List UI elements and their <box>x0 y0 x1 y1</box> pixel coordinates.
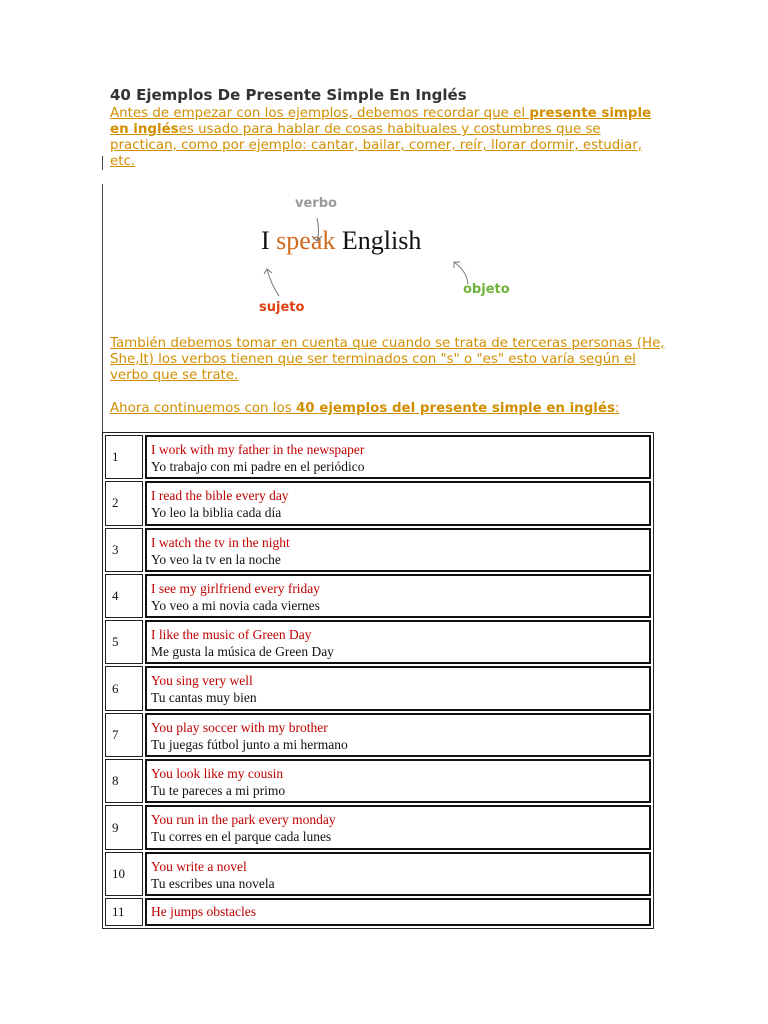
example-content <box>145 805 651 849</box>
table-row <box>105 435 651 479</box>
example-spanish: Me gusta la música de Green Day <box>151 644 334 660</box>
example-number: 1 <box>105 435 143 479</box>
example-english: I read the bible every day <box>151 488 289 504</box>
example-content <box>145 481 651 525</box>
intro-paragraph[interactable] <box>110 106 670 170</box>
diagram-word-i: I <box>261 226 270 255</box>
example-number: 4 <box>105 574 143 618</box>
example-english: I see my girlfriend every friday <box>151 580 321 596</box>
example-english: You sing very well <box>151 673 253 689</box>
example-number: 11 <box>105 898 143 926</box>
table-row <box>105 852 651 896</box>
example-content <box>145 435 651 479</box>
table-row <box>105 481 651 525</box>
diagram-sujeto-label: sujeto <box>259 300 305 315</box>
examples-table <box>102 432 654 929</box>
speak-english-diagram <box>255 192 525 327</box>
example-content <box>145 528 651 572</box>
example-number: 5 <box>105 620 143 664</box>
example-english: You play soccer with my brother <box>151 719 328 735</box>
table-row <box>105 805 651 849</box>
example-spanish: Tu corres en el parque cada lunes <box>151 829 332 845</box>
page-title: 40 Ejemplos De Presente Simple En Inglés <box>110 86 467 104</box>
example-content <box>145 713 651 757</box>
example-content <box>145 898 651 926</box>
example-english: I work with my father in the newspaper <box>151 442 365 457</box>
example-spanish: Yo trabajo con mi padre en el periódico <box>151 459 365 474</box>
intro-text-before: Antes de empezar con los ejemplos, debemos recordar que el <box>110 106 530 121</box>
diagram-arrows <box>255 192 525 327</box>
example-content <box>145 759 651 803</box>
example-content <box>145 574 651 618</box>
example-number: 2 <box>105 481 143 525</box>
example-english: You look like my cousin <box>151 766 284 782</box>
example-english: I watch the tv in the night <box>151 534 290 550</box>
example-content <box>145 620 651 664</box>
diagram-verbo-label: verbo <box>295 196 337 211</box>
example-english: You write a novel <box>151 858 247 874</box>
example-content <box>145 852 651 896</box>
table-row <box>105 713 651 757</box>
example-spanish: Yo veo la tv en la noche <box>151 551 281 567</box>
example-spanish: Tu juegas fútbol junto a mi hermano <box>151 736 348 752</box>
intro-link[interactable]: presente simple en inglés <box>110 106 652 137</box>
diagram-word-english: English <box>341 226 422 255</box>
table-row <box>105 666 651 710</box>
intro-text-after: es usado para hablar de cosas habituales y costumbres que se practican, como por ejemplo: cantar, bailar, comer, reír, llorar dormir, estudiar, etc. <box>110 122 642 169</box>
example-content <box>145 666 651 710</box>
continue-link[interactable]: 40 ejemplos del presente simple en inglés <box>295 401 615 416</box>
example-number: 9 <box>105 805 143 849</box>
continue-text-after: : <box>614 401 620 416</box>
table-row <box>105 574 651 618</box>
diagram-objeto-label: objeto <box>463 282 510 297</box>
table-row <box>105 759 651 803</box>
example-english: I like the music of Green Day <box>151 627 312 643</box>
left-border-line-top <box>102 156 103 170</box>
example-spanish: Tu escribes una novela <box>151 875 275 891</box>
example-spanish: Yo leo la biblia cada día <box>151 505 282 521</box>
example-spanish: Tu te pareces a mi primo <box>151 783 286 799</box>
diagram-word-speak: speak <box>276 226 336 255</box>
left-border-line <box>102 184 103 432</box>
example-english: He jumps obstacles <box>151 903 256 919</box>
example-spanish: Tu cantas muy bien <box>151 690 257 706</box>
continue-paragraph[interactable] <box>110 401 680 417</box>
example-spanish: Yo veo a mi novia cada viernes <box>151 597 320 613</box>
table-row <box>105 620 651 664</box>
example-english: You run in the park every monday <box>151 812 336 828</box>
table-row <box>105 528 651 572</box>
example-number: 8 <box>105 759 143 803</box>
table-row <box>105 898 651 926</box>
third-person-paragraph[interactable]: También debemos tomar en cuenta que cuando se trata de terceras personas (He, She,It) los verbos tienen que ser terminados con "s" o "es" esto varía según el verbo que se trate. <box>110 336 665 383</box>
sujeto-arrow-icon <box>267 269 279 296</box>
verbo-arrow-icon <box>317 218 319 241</box>
example-number: 6 <box>105 666 143 710</box>
continue-text-before: Ahora continuemos con los <box>110 401 296 416</box>
example-number: 7 <box>105 713 143 757</box>
objeto-arrow-icon <box>454 262 468 284</box>
example-number: 3 <box>105 528 143 572</box>
example-number: 10 <box>105 852 143 896</box>
